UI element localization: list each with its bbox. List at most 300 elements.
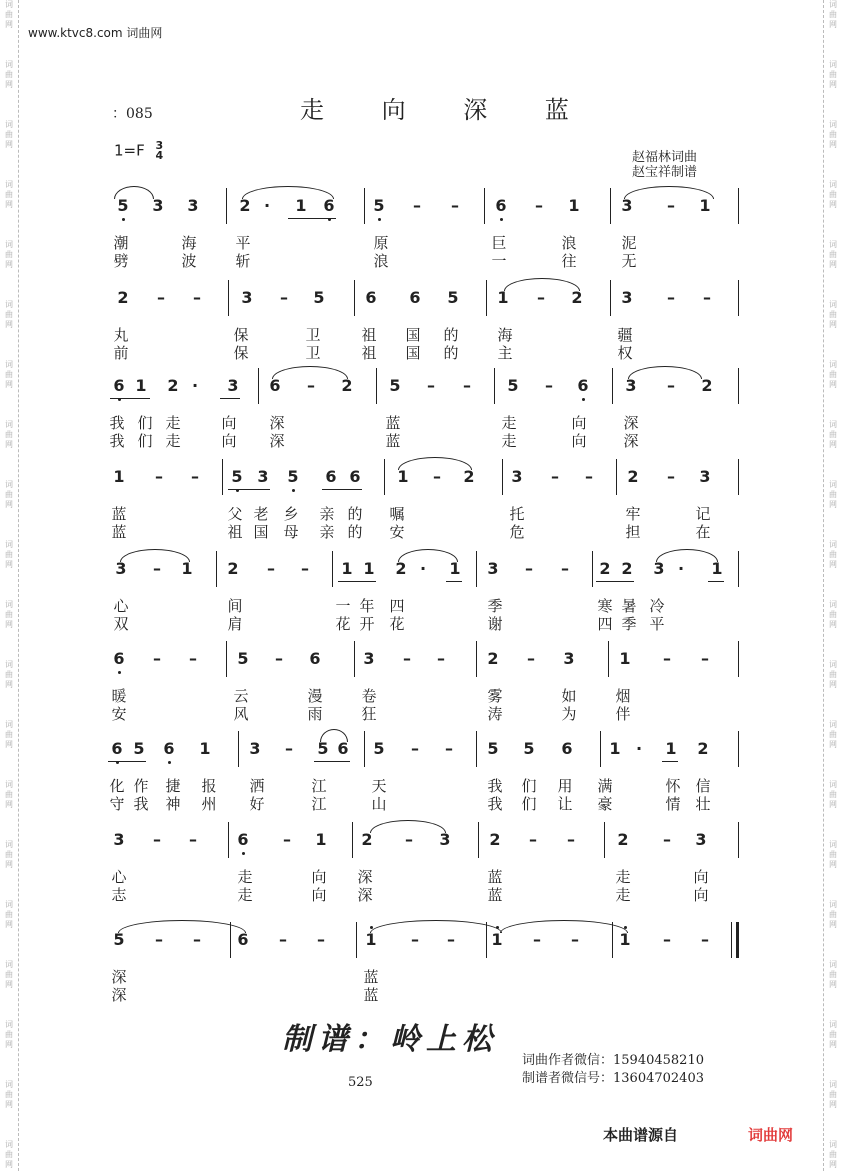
watermark-text: 词 曲 网: [829, 0, 837, 29]
lyric-verse2: 涛: [487, 705, 503, 723]
note: 2: [489, 830, 501, 849]
lyric-verse1: 寒: [597, 597, 613, 615]
lyric-verse1: 用: [557, 777, 573, 795]
watermark-text: 词 曲 网: [829, 480, 837, 509]
note: 2: [571, 288, 583, 307]
note: 5: [237, 649, 249, 668]
lyric-verse2: 深: [357, 886, 373, 904]
lyric-verse1: 走: [501, 414, 517, 432]
lyric-verse1: 泥: [621, 234, 637, 252]
dash-note: –: [411, 739, 419, 758]
barline: [738, 459, 739, 495]
augmentation-dot: ·: [263, 196, 271, 215]
watermark-text: 词 曲 网: [5, 120, 13, 149]
watermark-text: 词 曲 网: [829, 1140, 837, 1169]
note: 6: [113, 649, 125, 668]
tie-arc: [624, 186, 714, 199]
watermark-text: 词 曲 网: [5, 900, 13, 929]
lyric-verse1: 丸: [113, 326, 129, 344]
note: 2: [395, 559, 407, 578]
source-label: 本曲谱源自: [603, 1126, 679, 1144]
watermark-text: 词 曲 网: [829, 240, 837, 269]
lyric-verse1: 乡: [283, 505, 299, 523]
note: 2: [697, 739, 709, 758]
watermark-text: 词 曲 网: [5, 720, 13, 749]
barline: [592, 551, 593, 587]
lyric-verse1: 父: [227, 505, 243, 523]
barline: [258, 368, 259, 404]
lyric-verse2: 壮: [695, 795, 711, 813]
lyric-verse2: 向: [693, 886, 709, 904]
lyric-verse1: 托: [509, 505, 525, 523]
dash-note: –: [411, 930, 419, 949]
lyric-verse2: 在: [695, 523, 711, 541]
lyric-verse1: 满: [597, 777, 613, 795]
duration-underline: [288, 218, 336, 219]
lyric-verse2: 祖: [227, 523, 243, 541]
lyric-verse1: 卷: [361, 687, 377, 705]
note: 1: [568, 196, 580, 215]
lyric-verse2: 向: [221, 432, 237, 450]
lyric-verse1: 我: [109, 414, 125, 432]
barline: [384, 459, 385, 495]
note: 3: [695, 830, 707, 849]
watermark-text: 词 曲 网: [5, 1020, 13, 1049]
barline: [604, 822, 605, 858]
note: 1: [295, 196, 307, 215]
lyric-verse2: 走: [501, 432, 517, 450]
lyric-verse2: 母: [283, 523, 299, 541]
lyric-verse2: 国: [253, 523, 269, 541]
dash-note: –: [667, 376, 675, 395]
watermark-text: 词 曲 网: [5, 0, 13, 29]
tie-arc: [320, 729, 348, 742]
dash-note: –: [280, 288, 288, 307]
watermark-text: 词 曲 网: [5, 240, 13, 269]
lyric-verse2: 安: [111, 705, 127, 723]
lyric-verse1: 国: [405, 326, 421, 344]
watermark-text: 词 曲 网: [829, 900, 837, 929]
watermark-text: 词 曲 网: [829, 420, 837, 449]
lyric-verse2: 雨: [307, 705, 323, 723]
dash-note: –: [153, 830, 161, 849]
barline: [616, 459, 617, 495]
tie-arc: [398, 549, 458, 562]
note: 5: [313, 288, 325, 307]
dash-note: –: [301, 559, 309, 578]
barline: [228, 822, 229, 858]
note: 3: [363, 649, 375, 668]
meter-top: 3: [155, 139, 164, 152]
note: 1: [315, 830, 327, 849]
lyric-verse2: 安: [389, 523, 405, 541]
lyric-verse1: 作: [133, 777, 149, 795]
site-header[interactable]: www.ktvc8.com 词曲网: [28, 26, 163, 40]
note: 6: [323, 196, 335, 215]
note: 5: [373, 196, 385, 215]
barline: [600, 731, 601, 767]
note: 5: [373, 739, 385, 758]
note: 2: [341, 376, 353, 395]
lyric-verse2: 谢: [487, 615, 503, 633]
lyric-verse1: 报: [201, 777, 217, 795]
lyric-verse2: 斩: [235, 252, 251, 270]
lyric-verse2: 花: [335, 615, 351, 633]
lyric-verse2: 双: [113, 615, 129, 633]
lyric-verse2: 豪: [597, 795, 613, 813]
dash-note: –: [317, 930, 325, 949]
tie-arc: [370, 820, 446, 833]
dash-note: –: [529, 830, 537, 849]
barline: [738, 551, 739, 587]
lyric-verse2: 祖: [361, 344, 377, 362]
dash-note: –: [533, 930, 541, 949]
tie-arc: [398, 457, 472, 470]
lyric-verse2: 的: [443, 344, 459, 362]
lyric-verse2: 蓝: [111, 523, 127, 541]
lyric-verse1: 保: [233, 326, 249, 344]
lyric-verse1: 冷: [649, 597, 665, 615]
watermark-text: 词 曲 网: [829, 300, 837, 329]
note: 2: [227, 559, 239, 578]
watermark-text: 词 曲 网: [5, 420, 13, 449]
note: 2: [599, 559, 611, 578]
lyric-verse1: 原: [373, 234, 389, 252]
watermark-text: 词 曲 网: [829, 120, 837, 149]
lyric-verse1: 记: [695, 505, 711, 523]
note: 3: [249, 739, 261, 758]
lyric-verse1: 天: [371, 777, 387, 795]
barline: [216, 551, 217, 587]
dash-note: –: [663, 830, 671, 849]
note: 2: [239, 196, 251, 215]
watermark-text: 词 曲 网: [829, 960, 837, 989]
lyric-verse1: 嘱: [389, 505, 405, 523]
lyric-verse1: 怀: [665, 777, 681, 795]
lyric-verse2: 国: [405, 344, 421, 362]
lyric-verse1: 烟: [615, 687, 631, 705]
credit-arranger: 赵宝祥制谱: [632, 165, 698, 180]
note: 3: [621, 288, 633, 307]
lyric-verse2: 志: [111, 886, 127, 904]
dash-note: –: [275, 649, 283, 668]
barline: [610, 280, 611, 316]
note: 5: [447, 288, 459, 307]
note: 1: [135, 376, 147, 395]
barline: [738, 731, 739, 767]
dash-note: –: [155, 930, 163, 949]
note: 3: [241, 288, 253, 307]
note: 3: [511, 467, 523, 486]
tie-arc: [120, 549, 190, 562]
lyric-verse1: 们: [521, 777, 537, 795]
dash-note: –: [279, 930, 287, 949]
watermark-text: 词 曲 网: [5, 1140, 13, 1169]
dash-note: –: [667, 467, 675, 486]
note: 6: [111, 739, 123, 758]
lyric-verse2: 情: [665, 795, 681, 813]
duration-underline: [338, 581, 376, 582]
lyric-verse1: 潮: [113, 234, 129, 252]
note: 2: [463, 467, 475, 486]
lyric-verse2: 前: [113, 344, 129, 362]
lyric-verse1: 江: [311, 777, 327, 795]
note: 1: [397, 467, 409, 486]
lyric-verse1: 蓝: [487, 868, 503, 886]
lyric-verse2: 伴: [615, 705, 631, 723]
barline: [486, 280, 487, 316]
duration-underline: [708, 581, 724, 582]
note: 3: [625, 376, 637, 395]
augmentation-dot: ·: [191, 376, 199, 395]
maker-signature: 制谱：岭上松: [282, 1022, 498, 1057]
barline: [364, 188, 365, 224]
lyric-verse1: 的: [347, 505, 363, 523]
dash-note: –: [153, 559, 161, 578]
watermark-text: 词 曲 网: [829, 720, 837, 749]
barline: [484, 188, 485, 224]
note: 3: [115, 559, 127, 578]
note: 1: [491, 930, 503, 949]
barline: [332, 551, 333, 587]
lyric-verse2: 好: [249, 795, 265, 813]
watermark-text: 词 曲 网: [5, 840, 13, 869]
lyric-verse2: 我: [487, 795, 503, 813]
lyric-verse1: 暑: [621, 597, 637, 615]
note: 2: [617, 830, 629, 849]
dash-note: –: [701, 930, 709, 949]
lyric-verse1: 一: [335, 597, 351, 615]
lyric-verse1: 海: [497, 326, 513, 344]
dash-note: –: [561, 559, 569, 578]
lyric-verse1: 四: [389, 597, 405, 615]
note: 1: [449, 559, 461, 578]
watermark-text: 词 曲 网: [5, 360, 13, 389]
note: 6: [561, 739, 573, 758]
dash-note: –: [153, 649, 161, 668]
lyric-verse1: 蓝: [111, 505, 127, 523]
barline: [352, 822, 353, 858]
watermark-text: 词 曲 网: [829, 1080, 837, 1109]
note: 1: [113, 467, 125, 486]
dash-note: –: [427, 376, 435, 395]
augmentation-dot: ·: [419, 559, 427, 578]
lyric-verse2: 州: [201, 795, 217, 813]
note: 3: [152, 196, 164, 215]
barline: [376, 368, 377, 404]
barline: [222, 459, 223, 495]
lyric-verse1: 洒: [249, 777, 265, 795]
dash-note: –: [447, 930, 455, 949]
barline: [476, 551, 477, 587]
dash-note: –: [527, 649, 535, 668]
lyric-verse1: 走: [615, 868, 631, 886]
watermark-text: 词 曲 网: [829, 360, 837, 389]
lyric-verse1: 心: [111, 868, 127, 886]
barline: [612, 368, 613, 404]
tie-arc: [118, 920, 246, 933]
note: 1: [609, 739, 621, 758]
barline: [478, 822, 479, 858]
dash-note: –: [545, 376, 553, 395]
barline: [226, 641, 227, 677]
watermark-text: 词 曲 网: [829, 180, 837, 209]
note: 3: [439, 830, 451, 849]
note: 3: [653, 559, 665, 578]
dash-note: –: [155, 467, 163, 486]
lyric-verse2: 平: [649, 615, 665, 633]
lyric-verse1: 疆: [617, 326, 633, 344]
lyric-verse1: 牢: [625, 505, 641, 523]
dash-note: –: [413, 196, 421, 215]
dash-note: –: [663, 930, 671, 949]
dash-note: –: [307, 376, 315, 395]
lyric-verse1: 老: [253, 505, 269, 523]
augmentation-dot: ·: [677, 559, 685, 578]
note: 2: [701, 376, 713, 395]
note: 6: [577, 376, 589, 395]
lyric-verse2: 劈: [113, 252, 129, 270]
lyric-verse1: 向: [311, 868, 327, 886]
note: 6: [237, 830, 249, 849]
lyric-verse2: 神: [165, 795, 181, 813]
dash-note: –: [403, 649, 411, 668]
note: 5: [389, 376, 401, 395]
lyric-verse2: 山: [371, 795, 387, 813]
tie-arc: [656, 549, 718, 562]
note: 6: [337, 739, 349, 758]
barline: [354, 280, 355, 316]
lyric-verse2: 无: [621, 252, 637, 270]
note: 1: [365, 930, 377, 949]
dash-note: –: [551, 467, 559, 486]
lyric-verse2: 肩: [227, 615, 243, 633]
note: 5: [487, 739, 499, 758]
dash-note: –: [189, 830, 197, 849]
dash-note: –: [525, 559, 533, 578]
watermark-text: 词 曲 网: [829, 840, 837, 869]
dash-note: –: [283, 830, 291, 849]
duration-underline: [228, 489, 270, 490]
lyric-verse2: 浪: [373, 252, 389, 270]
duration-underline: [220, 398, 240, 399]
lyric-verse1: 们: [137, 414, 153, 432]
dash-note: –: [285, 739, 293, 758]
dash-note: –: [451, 196, 459, 215]
note: 6: [113, 376, 125, 395]
lyric-verse1: 亲: [319, 505, 335, 523]
dash-note: –: [405, 830, 413, 849]
dash-note: –: [703, 288, 711, 307]
lyric-verse1: 深: [357, 868, 373, 886]
lyric-verse1: 走: [237, 868, 253, 886]
lyric-verse1: 间: [227, 597, 243, 615]
note: 5: [507, 376, 519, 395]
dash-note: –: [189, 649, 197, 668]
lyric-verse1: 向: [571, 414, 587, 432]
meter-bottom: 4: [155, 149, 164, 162]
watermark-text: 词 曲 网: [5, 780, 13, 809]
contact-info: [522, 1052, 704, 1088]
watermark-text: 词 曲 网: [5, 540, 13, 569]
barline: [364, 731, 365, 767]
note: 3: [187, 196, 199, 215]
lyric-verse2: 蓝: [487, 886, 503, 904]
lyric-verse2: 深: [269, 432, 285, 450]
lyric-verse1: 向: [693, 868, 709, 886]
lyric-verse2: 走: [615, 886, 631, 904]
dash-note: –: [191, 467, 199, 486]
duration-underline: [446, 581, 462, 582]
note: 2: [361, 830, 373, 849]
lyric-verse2: 们: [521, 795, 537, 813]
watermark-text: 词 曲 网: [829, 540, 837, 569]
lyric-verse2: 权: [617, 344, 633, 362]
lyric-verse1: 信: [695, 777, 711, 795]
lyric-verse2: 们: [137, 432, 153, 450]
note: 1: [181, 559, 193, 578]
lyric-verse1: 我: [487, 777, 503, 795]
watermark-text: 词 曲 网: [5, 600, 13, 629]
lyric-verse2: 走: [165, 432, 181, 450]
lyric-verse2: 卫: [305, 344, 321, 362]
barline: [226, 188, 227, 224]
note: 1: [619, 649, 631, 668]
note: 5: [523, 739, 535, 758]
barline: [738, 641, 739, 677]
source-site-link[interactable]: 词曲网: [748, 1126, 794, 1144]
lyric-verse1: 暖: [111, 687, 127, 705]
note: 1: [199, 739, 211, 758]
barline: [502, 459, 503, 495]
lyric-verse2: 向: [311, 886, 327, 904]
note: 3: [257, 467, 269, 486]
barline: [731, 922, 732, 958]
duration-underline: [322, 489, 362, 490]
dash-note: –: [267, 559, 275, 578]
note: 1: [665, 739, 677, 758]
note: 5: [113, 930, 125, 949]
note: 5: [133, 739, 145, 758]
note: 6: [309, 649, 321, 668]
dash-note: –: [537, 288, 545, 307]
song-title: 走 向 深 蓝: [300, 96, 594, 124]
lyric-verse1: 的: [443, 326, 459, 344]
watermark-text: 词 曲 网: [829, 60, 837, 89]
lyric-verse1: 走: [165, 414, 181, 432]
barline: [738, 280, 739, 316]
lyric-verse2: 波: [181, 252, 197, 270]
lyric-verse1: 深: [623, 414, 639, 432]
note: 3: [563, 649, 575, 668]
lyric-verse1: 蓝: [363, 968, 379, 986]
tie-arc: [242, 186, 334, 199]
lyric-verse2: 危: [509, 523, 525, 541]
lyric-verse2: 蓝: [385, 432, 401, 450]
note: 5: [317, 739, 329, 758]
lyric-verse1: 如: [561, 687, 577, 705]
lyric-verse1: 海: [181, 234, 197, 252]
dash-note: –: [667, 196, 675, 215]
duration-underline: [662, 761, 678, 762]
duration-underline: [108, 761, 146, 762]
augmentation-dot: ·: [635, 739, 643, 758]
note: 3: [227, 376, 239, 395]
lyric-verse2: 一: [491, 252, 507, 270]
song-index-number: ：085: [112, 106, 153, 122]
lyric-verse1: 深: [111, 968, 127, 986]
barline: [738, 188, 739, 224]
